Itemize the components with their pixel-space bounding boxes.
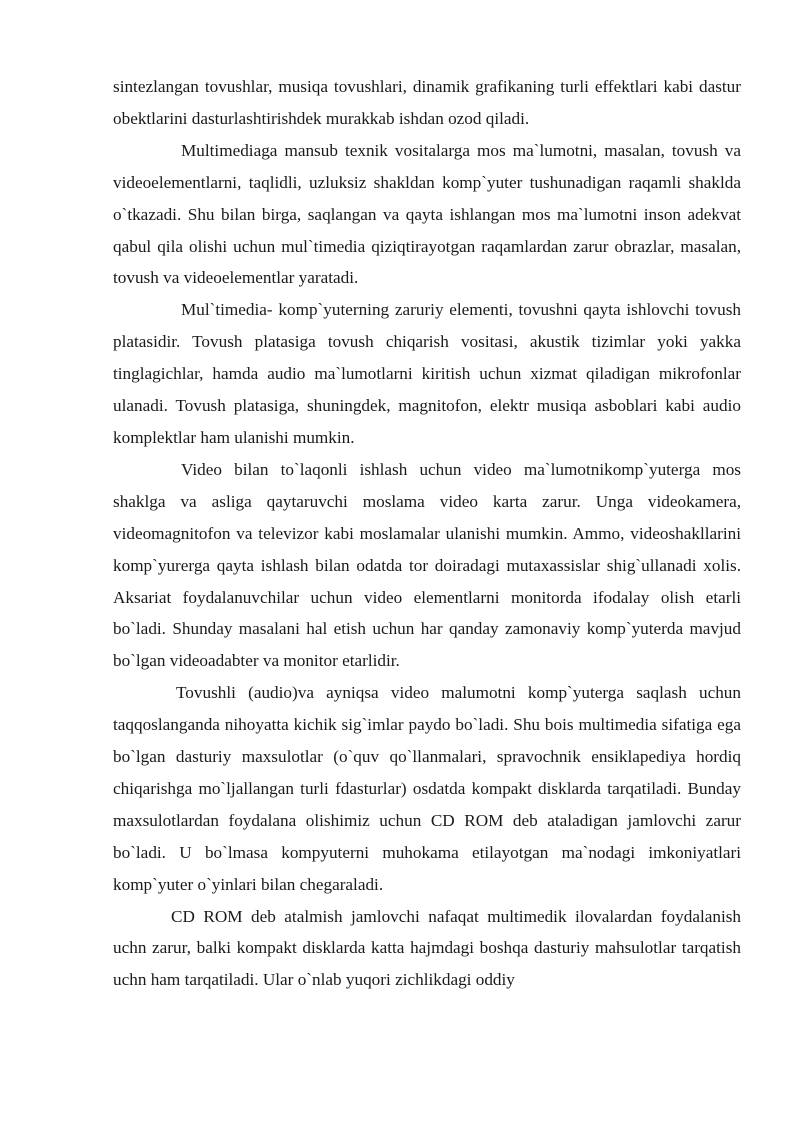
document-body	[113, 71, 741, 996]
paragraph-cd-rom: CD ROM deb atalmish jamlovchi nafaqat multimedik ilovalardan foydalanish uchn zarur, balki kompakt disklarda katta hajmdagi boshqa dasturiy mahsulotlar tarqatish uchn ham tarqatiladi. Ular o`nlab yuqori zichlikdagi oddiy	[113, 906, 741, 990]
paragraph-video-card: Video bilan to`laqonli ishlash uchun video ma`lumotnikomp`yuterga mos shaklga va asliga qaytaruvchi moslama video karta zarur. Unga videokamera, videomagnitofon va televizor kabi moslamalar ulanishi mumkin. Ammo, videoshakllarini komp`yurerga qayta ishlash bilan odatda tor doiradagi mutaxassislar shig`ullanadi xolis. Aksariat foydalanuvchilar uchun video elementlarni monitorda ifodalay olish etarli bo`ladi. Shunday masalani hal etish uchun har qanday zamonaviy komp`yuterda mavjud bo`lgan videoadabter va monitor etarlidir.	[113, 459, 741, 671]
paragraph-continuation: sintezlangan tovushlar, musiqa tovushlari, dinamik grafikaning turli effektlari kabi dastur obektlarini dasturlashtirishdek murakkab ishdan ozod qiladi.	[113, 77, 741, 128]
paragraph-multimedia-tools: Multimediaga mansub texnik vositalarga mos ma`lumotni, masalan, tovush va videoelementlarni, taqlidli, uzluksiz shakldan komp`yuter tushunadigan raqamli shaklda o`tkazadi. Shu bilan birga, saqlangan va qayta ishlangan mos ma`lumotni inson adekvat qabul qila olishi uchun mul`timedia qiziqtirayotgan raqamlardan zarur obrazlar, masalan, tovush va videoelementlar yaratadi.	[113, 140, 741, 288]
paragraph-sound-card: Mul`timedia- komp`yuterning zaruriy elementi, tovushni qayta ishlovchi tovush platasidir. Tovush platasiga tovush chiqarish vositasi, akustik tizimlar yoki yakka tinglagichlar, hamda audio ma`lumotlarni kiritish uchun xizmat qiladigan mikrofonlar ulanadi. Tovush platasiga, shuningdek, magnitofon, elektr musiqa asboblari kabi audio komplektlar ham ulanishi mumkin.	[113, 300, 741, 447]
paragraph-storage: Tovushli (audio)va ayniqsa video malumotni komp`yuterga saqlash uchun taqqoslanganda nihoyatta kichik sig`imlar paydo bo`ladi. Shu bois multimedia sifatiga ega bo`lgan dasturiy maxsulotlar (o`quv qo`llanmalari, spravochnik ensiklapediya hordiq chiqarishga mo`ljallangan turli fdasturlar) osdatda kompakt disklarda tarqatiladi. Bunday maxsulotlardan foydalana olishimiz uchun CD ROM deb ataladigan jamlovchi zarur bo`ladi. U bo`lmasa kompyuterni muhokama etilayotgan ma`nodagi imkoniyatlari komp`yuter o`yinlari bilan chegaraladi.	[113, 683, 741, 894]
